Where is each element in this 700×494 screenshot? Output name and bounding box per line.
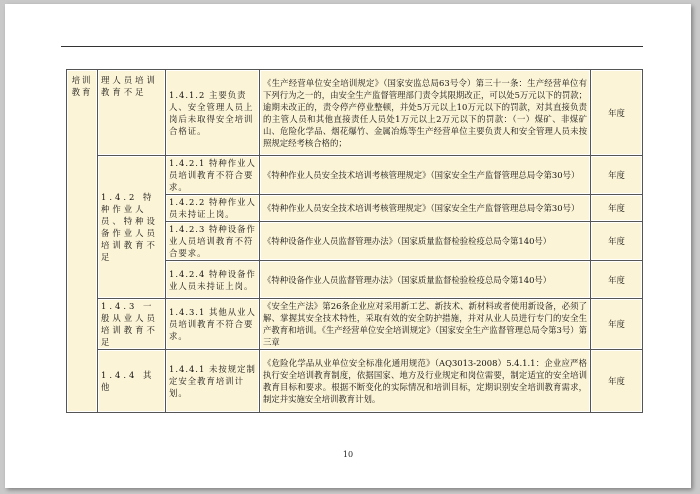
frequency-cell: 年度 [591,222,643,261]
clause-cell: 1.4.3.1 其他从业人员培训教育不符合要求。 [166,299,260,350]
basis-cell: 《特种设备作业人员监督管理办法》（国家质量监督检验检疫总局令第140号） [260,222,591,261]
basis-cell: 《生产经营单位安全培训规定》（国家安监总局63号令）第三十一条：生产经营单位有下列行为之一的，由安全生产监督管理部门责令其限期改正，可以处5万元以下的罚款；逾期未改正的，责令停产停业整顿，并处5万元以上10万元以下的罚款，对其直接负责的主管人员和其他直接责任人员处1万元以上2万元以下的罚款：（一）煤矿、非煤矿山、危险化学品、烟花爆竹、金属冶炼等生产经营单位主要负责人和安全管理人员未按照规定经考核合格的； [260,70,591,156]
basis-cell: 《特种作业人员安全技术培训考核管理规定》（国家安全生产监督管理总局令第30号） [260,195,591,222]
item-cell: 1.4.3 一般从业人员培训教育不足 [98,299,166,350]
header-rule [61,46,643,47]
basis-cell: 《特种设备作业人员监督管理办法》（国家质量监督检验检疫总局令第140号） [260,261,591,299]
frequency-cell: 年度 [591,299,643,350]
clause-cell: 1.4.2.2 特种作业人员未持证上岗。 [166,195,260,222]
table-row [67,350,643,413]
frequency-cell: 年度 [591,261,643,299]
frequency-cell: 年度 [591,350,643,413]
clause-cell: 1.4.2.3 特种设备作业人员培训教育不符合要求。 [166,222,260,261]
table-row [67,299,643,350]
item-cell: 理人员培训教育不足 [98,70,166,156]
item-cell: 1.4.2 特种作业人员、特种设备作业人员培训教育不足 [98,156,166,299]
clause-cell: 1.4.1.2 主要负责人、安全管理人员上岗后未取得安全培训合格证。 [166,70,260,156]
frequency-cell: 年度 [591,156,643,195]
document-page [5,4,691,488]
clause-cell: 1.4.2.4 特种设备作业人员未持证上岗。 [166,261,260,299]
clause-cell: 1.4.2.1 特种作业人员培训教育不符合要求。 [166,156,260,195]
frequency-cell: 年度 [591,195,643,222]
table-row [67,70,643,156]
clause-cell: 1.4.4.1 未按规定制定安全教育培训计划。 [166,350,260,413]
basis-cell: 《特种作业人员安全技术培训考核管理规定》（国家安全生产监督管理总局令第30号） [260,156,591,195]
page-number: 10 [342,450,354,459]
basis-cell: 《安全生产法》第26条企业应对采用新工艺、新技术、新材料或者使用新设备，必须了解、掌握其安全技术特性，采取有效的安全防护措施，并对从业人员进行专门的安全生产教育和培训。《生产经营单位安全培训规定》（国家安全生产监督管理总局令第3号）第三章 [260,299,591,350]
category-cell: 培训教育 [67,70,98,413]
frequency-cell: 年度 [591,70,643,156]
basis-cell: 《危险化学品从业单位安全标准化通用规范》（AQ3013-2008）5.4.1.1：企业应严格执行安全培训教育制度，依据国家、地方及行业规定和岗位需要，制定适宜的安全培训教育目标和要求。根据不断变化的实际情况和培训目标，定期识别安全培训教育需求，制定并实施安全培训教育计划。 [260,350,591,413]
item-cell: 1.4.4 其他 [98,350,166,413]
regulation-table [66,69,643,413]
table-row [67,156,643,195]
